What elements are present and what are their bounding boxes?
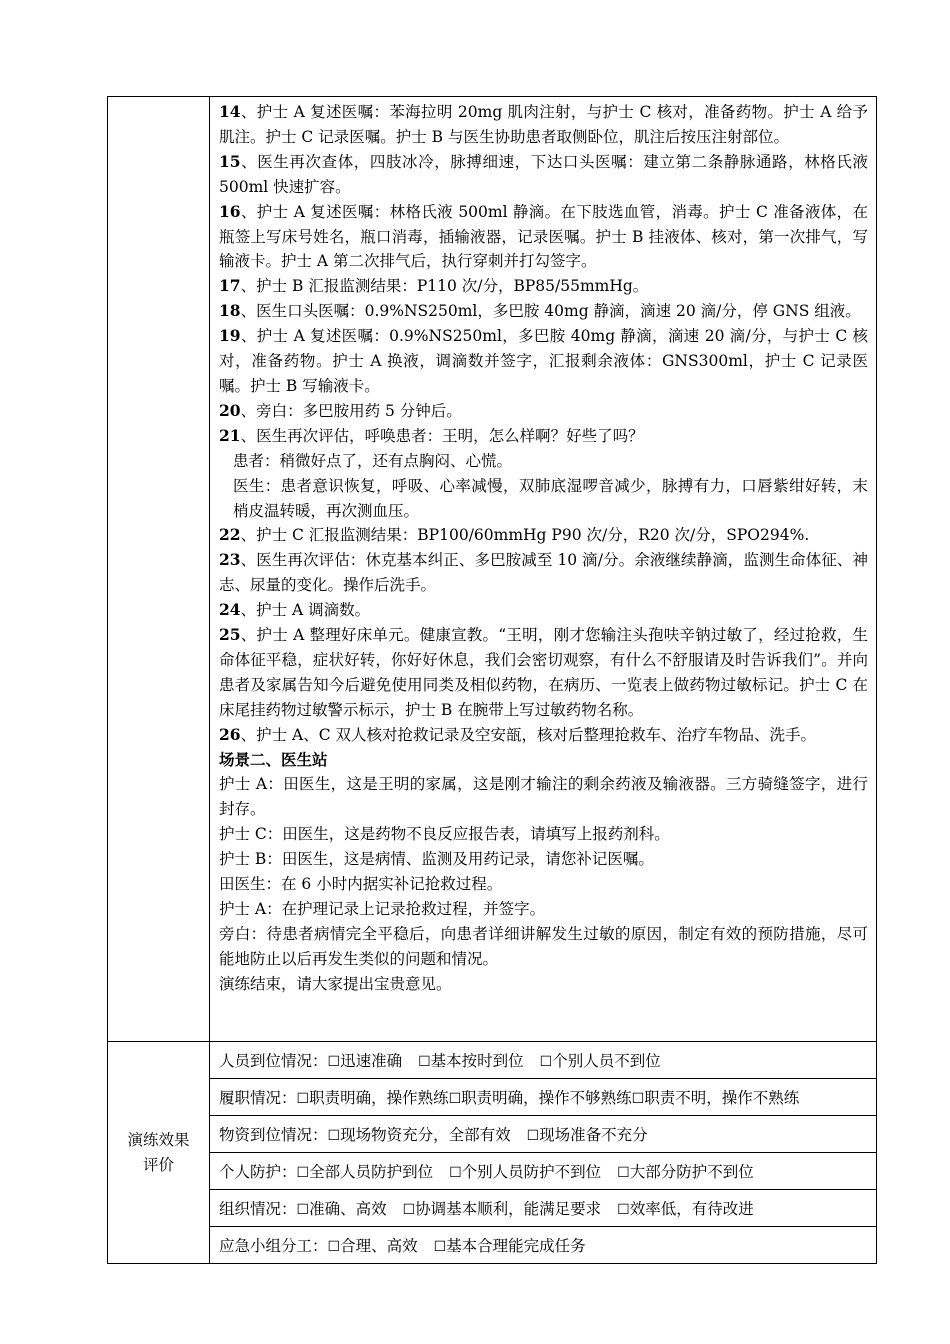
step-number: 14 xyxy=(219,102,241,121)
procedure-label-cell xyxy=(108,97,210,1042)
eval-item xyxy=(210,1227,877,1264)
checkbox-icon[interactable]: ☐ xyxy=(418,1054,431,1070)
step-item xyxy=(219,100,868,150)
eval-option-label: 职责明确，操作不够熟练 xyxy=(461,1089,632,1107)
eval-item xyxy=(210,1079,877,1116)
eval-option[interactable] xyxy=(328,1126,511,1144)
scene-line: 田医生：在 6 小时内据实补记抢救过程。 xyxy=(219,875,503,894)
step-text: 、医生口头医嘱：0.9%NS250ml，多巴胺 40mg 静滴，滴速 20 滴/分，停 GNS 组液。 xyxy=(240,302,861,321)
eval-option-label: 个别人员不到位 xyxy=(552,1052,661,1070)
step-item xyxy=(219,324,868,399)
step-number: 19 xyxy=(219,326,241,346)
eval-option[interactable] xyxy=(403,1200,602,1218)
step-text: 、护士 C 汇报监测结果：BP100/60mmHg P90 次/分，R20 次/分，SPO294%. xyxy=(240,526,810,545)
step-text: 、护士 A 整理好床单元。健康宣教。“王明，刚才您输注头孢呋辛钠过敏了，经过抢救，生命体征平稳，症状好转，你好好休息，我们会密切观察，有什么不舒服请及时告诉我们”。并向患者及家属告知今后避免使用同类及相似药物，在病历、一览表上做药物过敏标记。护士 C 在床尾挂药物过敏警示标示，护士 B 在腕带上写过敏药物名称。 xyxy=(219,626,868,719)
step-text: 、护士 A 复述医嘱：0.9%NS250ml，多巴胺 40mg 静滴，滴速 20 滴/分，与护士 C 核对，准备药物。护士 A 换液，调滴数并签字，汇报剩余液体：GNS300ml，护士 C 记录医嘱。护士 B 写输液卡。 xyxy=(219,327,868,395)
eval-row xyxy=(108,1190,877,1227)
scene-title: 场景二、医生站 xyxy=(219,749,328,769)
step-text: 、医生再次评估，呼唤患者：王明，怎么样啊？好些了吗？ xyxy=(240,426,644,445)
step-item xyxy=(219,274,868,299)
eval-option-label: 效率低，有待改进 xyxy=(629,1200,754,1218)
step-number: 26 xyxy=(219,724,241,744)
evaluation-label xyxy=(108,1042,210,1264)
drill-record-table xyxy=(107,96,877,1264)
eval-option-label: 准确、高效 xyxy=(309,1200,387,1218)
checkbox-icon[interactable]: ☐ xyxy=(617,1165,630,1181)
step-item xyxy=(219,723,868,748)
eval-option[interactable] xyxy=(632,1089,800,1107)
dialog-line: 患者：稍微好点了，还有点胸闷、心慌。 xyxy=(233,451,513,470)
scene-line: 护士 B：田医生，这是病情、监测及用药记录，请您补记医嘱。 xyxy=(219,850,654,869)
scene-line: 护士 A：在护理记录上记录抢救过程，并签字。 xyxy=(219,900,546,918)
eval-label: 组织情况： xyxy=(219,1200,297,1218)
step-number: 16 xyxy=(219,201,241,221)
scene-line: 护士 C：田医生，这是药物不良反应报告表，请填写上报药剂科。 xyxy=(219,825,670,844)
eval-option[interactable] xyxy=(297,1200,387,1218)
eval-option-label: 职责明确，操作熟练 xyxy=(309,1089,449,1107)
checkbox-icon[interactable]: ☐ xyxy=(296,1202,310,1218)
evaluation-label-line2: 评价 xyxy=(142,1155,174,1174)
eval-option[interactable] xyxy=(617,1200,754,1218)
checkbox-icon[interactable]: ☐ xyxy=(617,1202,630,1218)
checkbox-icon[interactable]: ☐ xyxy=(327,1054,341,1070)
eval-option-label: 大部分防护不到位 xyxy=(629,1163,754,1181)
eval-item xyxy=(210,1042,877,1079)
step-item xyxy=(219,623,868,723)
eval-label: 履职情况： xyxy=(219,1089,297,1107)
step-item xyxy=(219,150,868,200)
step-text: 、医生再次查体，四肢冰冷，脉搏细速，下达口头医嘱：建立第二条静脉通路，林格氏液 500ml 快速扩容。 xyxy=(219,152,868,196)
eval-option-label: 职责不明，操作不熟练 xyxy=(644,1089,800,1107)
eval-option-label: 现场准备不充分 xyxy=(539,1126,648,1144)
eval-row xyxy=(108,1227,877,1264)
checkbox-icon[interactable]: ☐ xyxy=(449,1165,462,1181)
step-text: 、护士 A 复述医嘱：林格氏液 500ml 静滴。在下肢选血管，消毒。护士 C 准备液体，在瓶签上写床号姓名，瓶口消毒，插输液器，记录医嘱。护士 B 挂液体、核对，第一次排气，写输液卡。护士 A 第二次排气后，执行穿刺并打勾签字。 xyxy=(219,202,868,271)
checkbox-icon[interactable]: ☐ xyxy=(526,1128,540,1144)
eval-option[interactable] xyxy=(449,1163,601,1181)
eval-option[interactable] xyxy=(617,1163,754,1181)
step-text: 、旁白：多巴胺用药 5 分钟后。 xyxy=(240,401,462,420)
eval-option-label: 基本按时到位 xyxy=(430,1052,524,1070)
eval-label: 物资到位情况： xyxy=(219,1126,328,1144)
checkbox-icon[interactable]: ☐ xyxy=(327,1128,341,1144)
checkbox-icon[interactable]: ☐ xyxy=(402,1202,416,1218)
step-number: 21 xyxy=(219,425,241,445)
step-item xyxy=(219,399,868,424)
eval-option[interactable] xyxy=(540,1052,661,1070)
step-number: 22 xyxy=(219,525,241,545)
eval-label: 人员到位情况： xyxy=(219,1052,328,1070)
step-item xyxy=(219,299,868,324)
step-number: 25 xyxy=(219,625,241,645)
step-item xyxy=(219,523,868,548)
evaluation-label-line1: 演练效果 xyxy=(127,1130,190,1149)
procedure-content-cell xyxy=(210,97,877,1042)
eval-option[interactable] xyxy=(328,1052,403,1070)
checkbox-icon[interactable]: ☐ xyxy=(296,1091,310,1107)
step-number: 17 xyxy=(219,276,241,296)
document-page xyxy=(107,96,877,1264)
eval-option[interactable] xyxy=(328,1237,418,1255)
checkbox-icon[interactable]: ☐ xyxy=(433,1239,447,1255)
step-text: 、医生再次评估：休克基本纠正、多巴胺减至 10 滴/分。余液继续静滴，监测生命体征、神志、尿量的变化。操作后洗手。 xyxy=(219,551,868,595)
eval-option[interactable] xyxy=(297,1089,449,1107)
eval-option-label: 合理、高效 xyxy=(340,1237,418,1255)
step-number: 20 xyxy=(219,400,241,420)
eval-item xyxy=(210,1153,877,1190)
eval-item xyxy=(210,1190,877,1227)
eval-option[interactable] xyxy=(449,1089,632,1107)
step-item xyxy=(219,598,868,623)
eval-option-label: 协调基本顺利，能满足要求 xyxy=(415,1200,602,1218)
eval-option-label: 基本合理能完成任务 xyxy=(446,1237,586,1255)
procedure-text xyxy=(210,97,876,1041)
checkbox-icon[interactable]: ☐ xyxy=(448,1091,462,1107)
eval-option-label: 个别人员防护不到位 xyxy=(461,1163,602,1181)
eval-row xyxy=(108,1042,877,1079)
eval-option-label: 全部人员防护到位 xyxy=(309,1163,434,1181)
step-item xyxy=(219,424,868,449)
step-number: 23 xyxy=(219,550,241,570)
checkbox-icon[interactable]: ☐ xyxy=(327,1239,341,1255)
step-text: 、护士 B 汇报监测结果：P110 次/分，BP85/55mmHg。 xyxy=(240,277,649,296)
eval-item xyxy=(210,1116,877,1153)
eval-option[interactable] xyxy=(297,1163,434,1181)
eval-label: 应急小组分工： xyxy=(219,1237,328,1255)
checkbox-icon[interactable]: ☐ xyxy=(631,1091,645,1107)
eval-row xyxy=(108,1153,877,1190)
checkbox-icon[interactable]: ☐ xyxy=(539,1054,553,1070)
step-text: 、护士 A 复述医嘱：苯海拉明 20mg 肌肉注射，与护士 C 核对，准备药物。护士 A 给予肌注。护士 C 记录医嘱。护士 B 与医生协助患者取侧卧位，肌注后按压注射部位。 xyxy=(219,103,868,146)
checkbox-icon[interactable]: ☐ xyxy=(296,1165,310,1181)
step-text: 、护士 A、C 双人核对抢救记录及空安瓿，核对后整理抢救车、治疗车物品、洗手。 xyxy=(240,725,816,744)
step-number: 15 xyxy=(219,151,241,171)
step-item xyxy=(219,548,868,598)
eval-label: 个人防护： xyxy=(219,1163,297,1181)
scene-line: 旁白：待患者病情完全平稳后，向患者详细讲解发生过敏的原因，制定有效的预防措施，尽可能地防止以后再发生类似的问题和情况。 xyxy=(219,924,868,968)
eval-option[interactable] xyxy=(418,1052,524,1070)
eval-row xyxy=(108,1116,877,1153)
dialog-line: 医生：患者意识恢复，呼吸、心率减慢，双肺底湿啰音减少，脉搏有力，口唇紫绀好转，末梢皮温转暖，再次测血压。 xyxy=(233,476,868,520)
scene-line: 演练结束，请大家提出宝贵意见。 xyxy=(219,974,452,993)
procedure-row xyxy=(108,97,877,1042)
eval-option-label: 迅速准确 xyxy=(340,1052,403,1070)
scene-line: 护士 A：田医生，这是王明的家属，这是刚才输注的剩余药液及输液器。三方骑缝签字，进行封存。 xyxy=(219,775,868,819)
eval-row xyxy=(108,1079,877,1116)
step-number: 18 xyxy=(219,301,241,321)
eval-option[interactable] xyxy=(434,1237,586,1255)
step-item xyxy=(219,200,868,275)
step-text: 、护士 A 调滴数。 xyxy=(240,601,371,620)
eval-option[interactable] xyxy=(527,1126,648,1144)
step-number: 24 xyxy=(219,600,241,620)
eval-option-label: 现场物资充分，全部有效 xyxy=(340,1126,511,1144)
